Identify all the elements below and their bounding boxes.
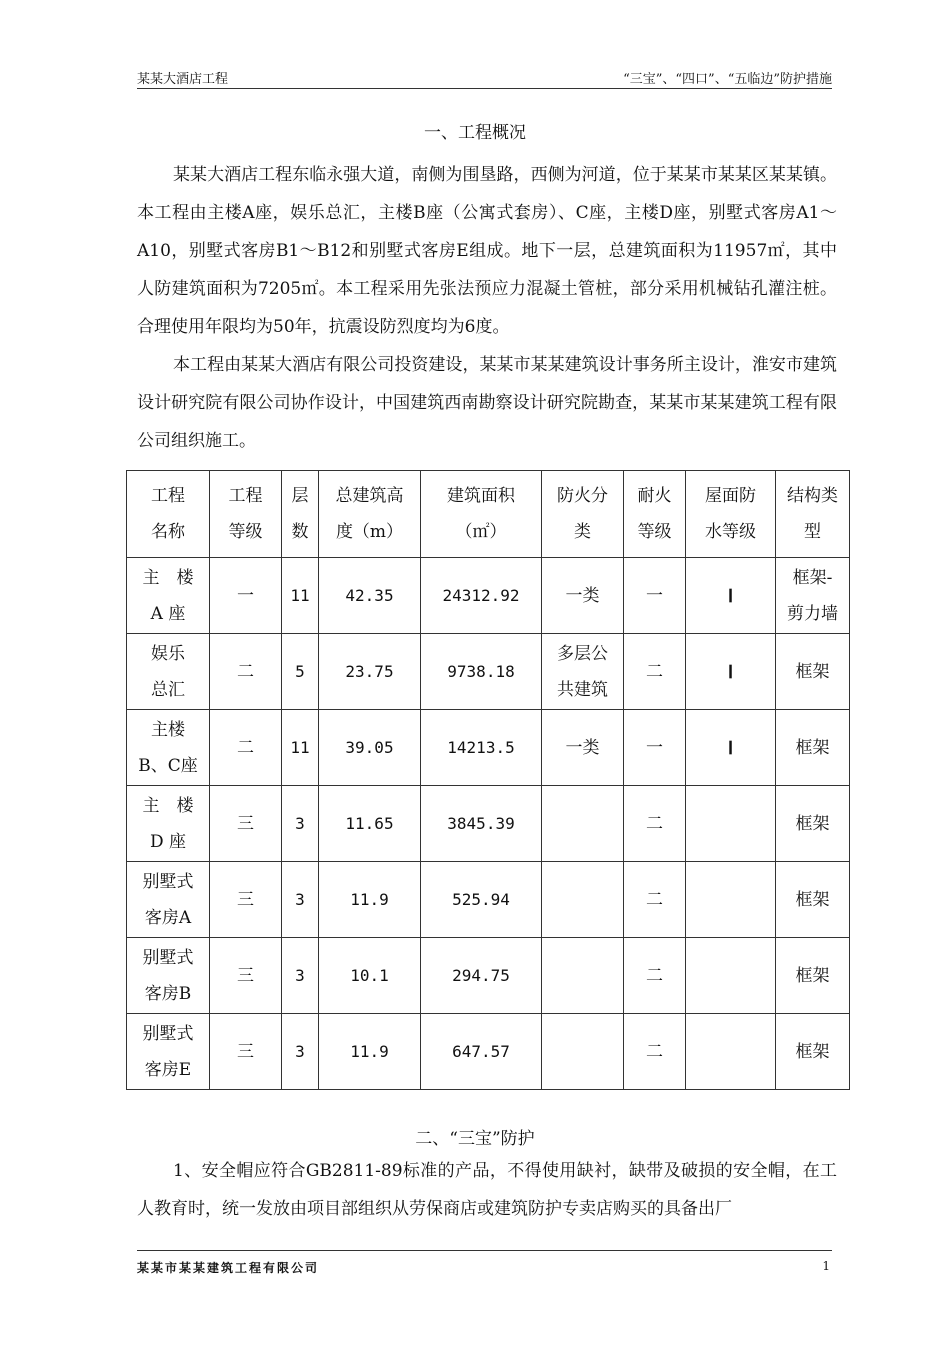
table-cell-fire-class-line: 一类 bbox=[565, 737, 600, 758]
table-cell-fire-rating-line: 一 bbox=[646, 585, 663, 606]
table-cell-fire-class-line: 一类 bbox=[565, 585, 600, 606]
section1-heading: 一、工程概况 bbox=[424, 123, 526, 143]
table-cell-area-line: 24312.92 bbox=[442, 585, 520, 605]
table-header-cell bbox=[127, 471, 210, 558]
table-cell-structure bbox=[776, 558, 850, 634]
table-cell-floors-line: 3 bbox=[295, 965, 305, 985]
table-header-cell bbox=[686, 471, 776, 558]
table-cell-area bbox=[421, 558, 542, 634]
table-cell-fire-rating bbox=[624, 786, 686, 862]
table-cell-name-line: 别墅式 bbox=[142, 871, 194, 892]
section1-paragraph-2-text: 本工程由某某大酒店有限公司投资建设，某某市某某建筑设计事务所主设计，淮安市建筑设计研究院有限公司协作设计，中国建筑西南勘察设计研究院勘查，某某市某某建筑工程有限公司组织施工。 bbox=[137, 355, 837, 451]
table-cell-roof-line: Ⅰ bbox=[727, 585, 734, 606]
table-cell-grade-line: 三 bbox=[237, 813, 254, 834]
table-cell-fire-rating bbox=[624, 938, 686, 1014]
table-header-cell bbox=[421, 471, 542, 558]
header-project-name: 某某大酒店工程 bbox=[137, 72, 229, 87]
table-cell-name-line: B、C座 bbox=[138, 755, 198, 776]
table-cell-structure-line: 框架 bbox=[795, 661, 830, 682]
table-cell-structure bbox=[776, 634, 850, 710]
table-row bbox=[127, 710, 850, 786]
table-cell-structure-line: 框架- bbox=[792, 567, 833, 588]
table-cell-height-line: 11.9 bbox=[350, 1041, 389, 1061]
table-cell-area bbox=[421, 710, 542, 786]
table-cell-height bbox=[319, 710, 421, 786]
table-header-cell-line: 类 bbox=[574, 522, 591, 542]
table-cell-grade bbox=[210, 862, 282, 938]
table-cell-name-line: 娱乐 bbox=[151, 643, 185, 664]
table-cell-name bbox=[127, 558, 210, 634]
table-cell-name-line: A 座 bbox=[150, 603, 186, 624]
table-cell-floors-line: 3 bbox=[295, 813, 305, 833]
table-header-cell-line: 建筑面积 bbox=[447, 486, 515, 506]
table-cell-fire-rating-line: 二 bbox=[646, 661, 663, 682]
table-cell-area-line: 647.57 bbox=[452, 1041, 510, 1061]
table-cell-grade-line: 二 bbox=[237, 737, 254, 758]
table-cell-name bbox=[127, 710, 210, 786]
table-cell-fire-rating-line: 二 bbox=[646, 889, 663, 910]
table-cell-name-line: 总汇 bbox=[151, 679, 185, 700]
table-cell-fire-class-line: 共建筑 bbox=[557, 679, 608, 700]
project-info-table bbox=[126, 470, 850, 1090]
table-cell-floors-line: 5 bbox=[295, 661, 305, 681]
table-header-cell-line: 屋面防 bbox=[705, 486, 756, 506]
table-cell-name bbox=[127, 634, 210, 710]
table-row bbox=[127, 634, 850, 710]
table-header-cell bbox=[542, 471, 624, 558]
table-row bbox=[127, 1014, 850, 1090]
page-number: 1 bbox=[822, 1259, 830, 1273]
table-cell-floors bbox=[282, 558, 319, 634]
page-footer bbox=[137, 1250, 832, 1275]
table-cell-structure-line: 框架 bbox=[795, 1041, 830, 1062]
table-cell-structure bbox=[776, 786, 850, 862]
table-cell-area-line: 9738.18 bbox=[447, 661, 515, 681]
table-header-cell bbox=[776, 471, 850, 558]
table-cell-height bbox=[319, 938, 421, 1014]
table-header-cell-line: 耐火 bbox=[637, 486, 672, 506]
table-cell-structure bbox=[776, 862, 850, 938]
table-cell-height-line: 23.75 bbox=[345, 661, 394, 681]
table-cell-floors-line: 11 bbox=[290, 585, 310, 605]
table-cell-fire-rating bbox=[624, 862, 686, 938]
table-cell-name-line: 主 楼 bbox=[142, 795, 194, 816]
table-cell-floors bbox=[282, 862, 319, 938]
table-header-cell-line: 总建筑高 bbox=[335, 486, 404, 506]
table-header-cell-line: 名称 bbox=[151, 522, 185, 542]
table-cell-grade-line: 三 bbox=[237, 889, 254, 910]
table-cell-name-line: 主 楼 bbox=[142, 567, 194, 588]
table-cell-fire-class bbox=[542, 786, 624, 862]
table-row bbox=[127, 786, 850, 862]
table-cell-fire-rating-line: 一 bbox=[646, 737, 663, 758]
table-cell-name-line: 别墅式 bbox=[142, 947, 194, 968]
table-header-cell bbox=[624, 471, 686, 558]
table-cell-area bbox=[421, 938, 542, 1014]
table-cell-height-line: 42.35 bbox=[345, 585, 394, 605]
table-header-cell-line: 数 bbox=[291, 522, 309, 542]
table-cell-height bbox=[319, 558, 421, 634]
table-cell-fire-rating bbox=[624, 1014, 686, 1090]
table-header-cell-line: 防火分 bbox=[557, 486, 608, 506]
table-cell-roof bbox=[686, 1014, 776, 1090]
table-cell-floors bbox=[282, 786, 319, 862]
table-cell-structure-line: 框架 bbox=[795, 737, 830, 758]
table-cell-roof bbox=[686, 786, 776, 862]
table-cell-grade bbox=[210, 710, 282, 786]
table-cell-floors bbox=[282, 710, 319, 786]
table-cell-grade bbox=[210, 1014, 282, 1090]
table-cell-height-line: 10.1 bbox=[350, 965, 389, 985]
table-cell-fire-class bbox=[542, 1014, 624, 1090]
table-cell-roof bbox=[686, 710, 776, 786]
table-cell-area-line: 3845.39 bbox=[447, 813, 515, 833]
table-cell-name bbox=[127, 1014, 210, 1090]
table-cell-fire-rating bbox=[624, 634, 686, 710]
header-document-title: “三宝”、“四口”、“五临边”防护措施 bbox=[623, 72, 832, 87]
table-cell-fire-class bbox=[542, 634, 624, 710]
table-cell-structure bbox=[776, 710, 850, 786]
table-header-cell-line: （㎡） bbox=[455, 522, 507, 542]
table-cell-grade bbox=[210, 786, 282, 862]
table-cell-structure bbox=[776, 938, 850, 1014]
table-header-cell-line: 型 bbox=[804, 522, 821, 542]
table-cell-grade-line: 二 bbox=[237, 661, 254, 682]
table-cell-name bbox=[127, 862, 210, 938]
table-cell-name-line: 别墅式 bbox=[142, 1023, 194, 1044]
table-cell-height bbox=[319, 1014, 421, 1090]
table-cell-area bbox=[421, 862, 542, 938]
table-header-cell-line: 工程 bbox=[228, 486, 263, 506]
table-cell-floors-line: 3 bbox=[295, 1041, 305, 1061]
table-cell-fire-class bbox=[542, 862, 624, 938]
table-row bbox=[127, 558, 850, 634]
table-cell-grade bbox=[210, 634, 282, 710]
table-header-cell-line: 等级 bbox=[637, 522, 672, 542]
table-cell-floors bbox=[282, 634, 319, 710]
table-cell-fire-rating-line: 二 bbox=[646, 813, 663, 834]
table-cell-fire-rating-line: 二 bbox=[646, 965, 663, 986]
section2-paragraph-1-text: 1、安全帽应符合GB2811-89标准的产品，不得使用缺衬，缺带及破损的安全帽，在工人教育时，统一发放由项目部组织从劳保商店或建筑防护专卖店购买的具备出厂 bbox=[137, 1161, 837, 1219]
table-cell-area-line: 294.75 bbox=[452, 965, 510, 985]
table-cell-structure-line: 框架 bbox=[795, 965, 830, 986]
table-cell-name-line: D 座 bbox=[149, 831, 187, 852]
section1-paragraph-1 bbox=[137, 156, 837, 346]
table-cell-area bbox=[421, 786, 542, 862]
section1-paragraph-2 bbox=[137, 346, 837, 460]
table-cell-roof-line: Ⅰ bbox=[727, 661, 734, 682]
table-cell-height bbox=[319, 634, 421, 710]
table-header-cell-line: 等级 bbox=[228, 522, 263, 542]
table-cell-area bbox=[421, 634, 542, 710]
table-cell-floors-line: 11 bbox=[290, 737, 310, 757]
table-header-cell-line: 水等级 bbox=[705, 522, 756, 542]
table-cell-structure-line: 框架 bbox=[795, 813, 830, 834]
table-cell-fire-class bbox=[542, 710, 624, 786]
section2-paragraph-1 bbox=[137, 1152, 837, 1228]
table-cell-height bbox=[319, 862, 421, 938]
table-cell-structure bbox=[776, 1014, 850, 1090]
table-cell-grade-line: 一 bbox=[237, 585, 254, 606]
table-cell-area bbox=[421, 1014, 542, 1090]
table-cell-fire-class bbox=[542, 558, 624, 634]
table-header-cell-line: 层 bbox=[291, 486, 309, 506]
table-cell-roof bbox=[686, 862, 776, 938]
table-cell-height-line: 11.9 bbox=[350, 889, 389, 909]
table-cell-structure-line: 框架 bbox=[795, 889, 830, 910]
table-header-cell bbox=[282, 471, 319, 558]
table-cell-grade bbox=[210, 558, 282, 634]
table-cell-area-line: 14213.5 bbox=[447, 737, 515, 757]
table-row bbox=[127, 938, 850, 1014]
table-cell-area-line: 525.94 bbox=[452, 889, 510, 909]
table-row bbox=[127, 862, 850, 938]
table-cell-name bbox=[127, 938, 210, 1014]
table-cell-name-line: 客房A bbox=[144, 907, 192, 928]
table-header-row bbox=[127, 471, 850, 558]
footer-company: 某某市某某建筑工程有限公司 bbox=[137, 1261, 320, 1275]
page-header bbox=[137, 64, 832, 89]
section1-paragraph-1-text: 某某大酒店工程东临永强大道，南侧为围垦路，西侧为河道，位于某某市某某区某某镇。本工程由主楼A座，娱乐总汇，主楼B座（公寓式套房）、C座，主楼D座，别墅式客房A1～A10，别墅式客房B1～B12和别墅式客房E组成。地下一层，总建筑面积为11957㎡，其中人防建筑面积为7205㎡。本工程采用先张法预应力混凝土管桩，部分采用机械钻孔灌注桩。合理使用年限均为50年，抗震设防烈度均为6度。 bbox=[137, 165, 837, 337]
table-cell-height-line: 11.65 bbox=[345, 813, 394, 833]
table-cell-name-line: 客房E bbox=[144, 1059, 192, 1080]
table-header-cell bbox=[210, 471, 282, 558]
table-cell-roof-line: Ⅰ bbox=[727, 737, 734, 758]
table-cell-roof bbox=[686, 938, 776, 1014]
table-cell-fire-rating bbox=[624, 710, 686, 786]
table-cell-fire-rating-line: 二 bbox=[646, 1041, 663, 1062]
table-cell-fire-class bbox=[542, 938, 624, 1014]
table-cell-roof bbox=[686, 558, 776, 634]
table-cell-height-line: 39.05 bbox=[345, 737, 394, 757]
table-cell-structure-line: 剪力墙 bbox=[787, 603, 838, 624]
table-cell-fire-rating bbox=[624, 558, 686, 634]
table-cell-name-line: 主楼 bbox=[151, 719, 185, 740]
table-cell-grade-line: 三 bbox=[237, 1041, 254, 1062]
table-cell-floors bbox=[282, 1014, 319, 1090]
table-cell-grade-line: 三 bbox=[237, 965, 254, 986]
table-cell-fire-class-line: 多层公 bbox=[557, 643, 608, 664]
section2-heading: 二、“三宝”防护 bbox=[415, 1129, 535, 1149]
table-cell-roof bbox=[686, 634, 776, 710]
table-cell-grade bbox=[210, 938, 282, 1014]
table-cell-height bbox=[319, 786, 421, 862]
table-cell-floors bbox=[282, 938, 319, 1014]
table-cell-name-line: 客房B bbox=[144, 983, 192, 1004]
table-header-cell bbox=[319, 471, 421, 558]
table-cell-floors-line: 3 bbox=[295, 889, 305, 909]
table-cell-name bbox=[127, 786, 210, 862]
table-header-cell-line: 度（m） bbox=[335, 522, 404, 542]
table-header-cell-line: 工程 bbox=[151, 486, 185, 506]
table-body bbox=[127, 471, 850, 1090]
table-header-cell-line: 结构类 bbox=[787, 486, 838, 506]
